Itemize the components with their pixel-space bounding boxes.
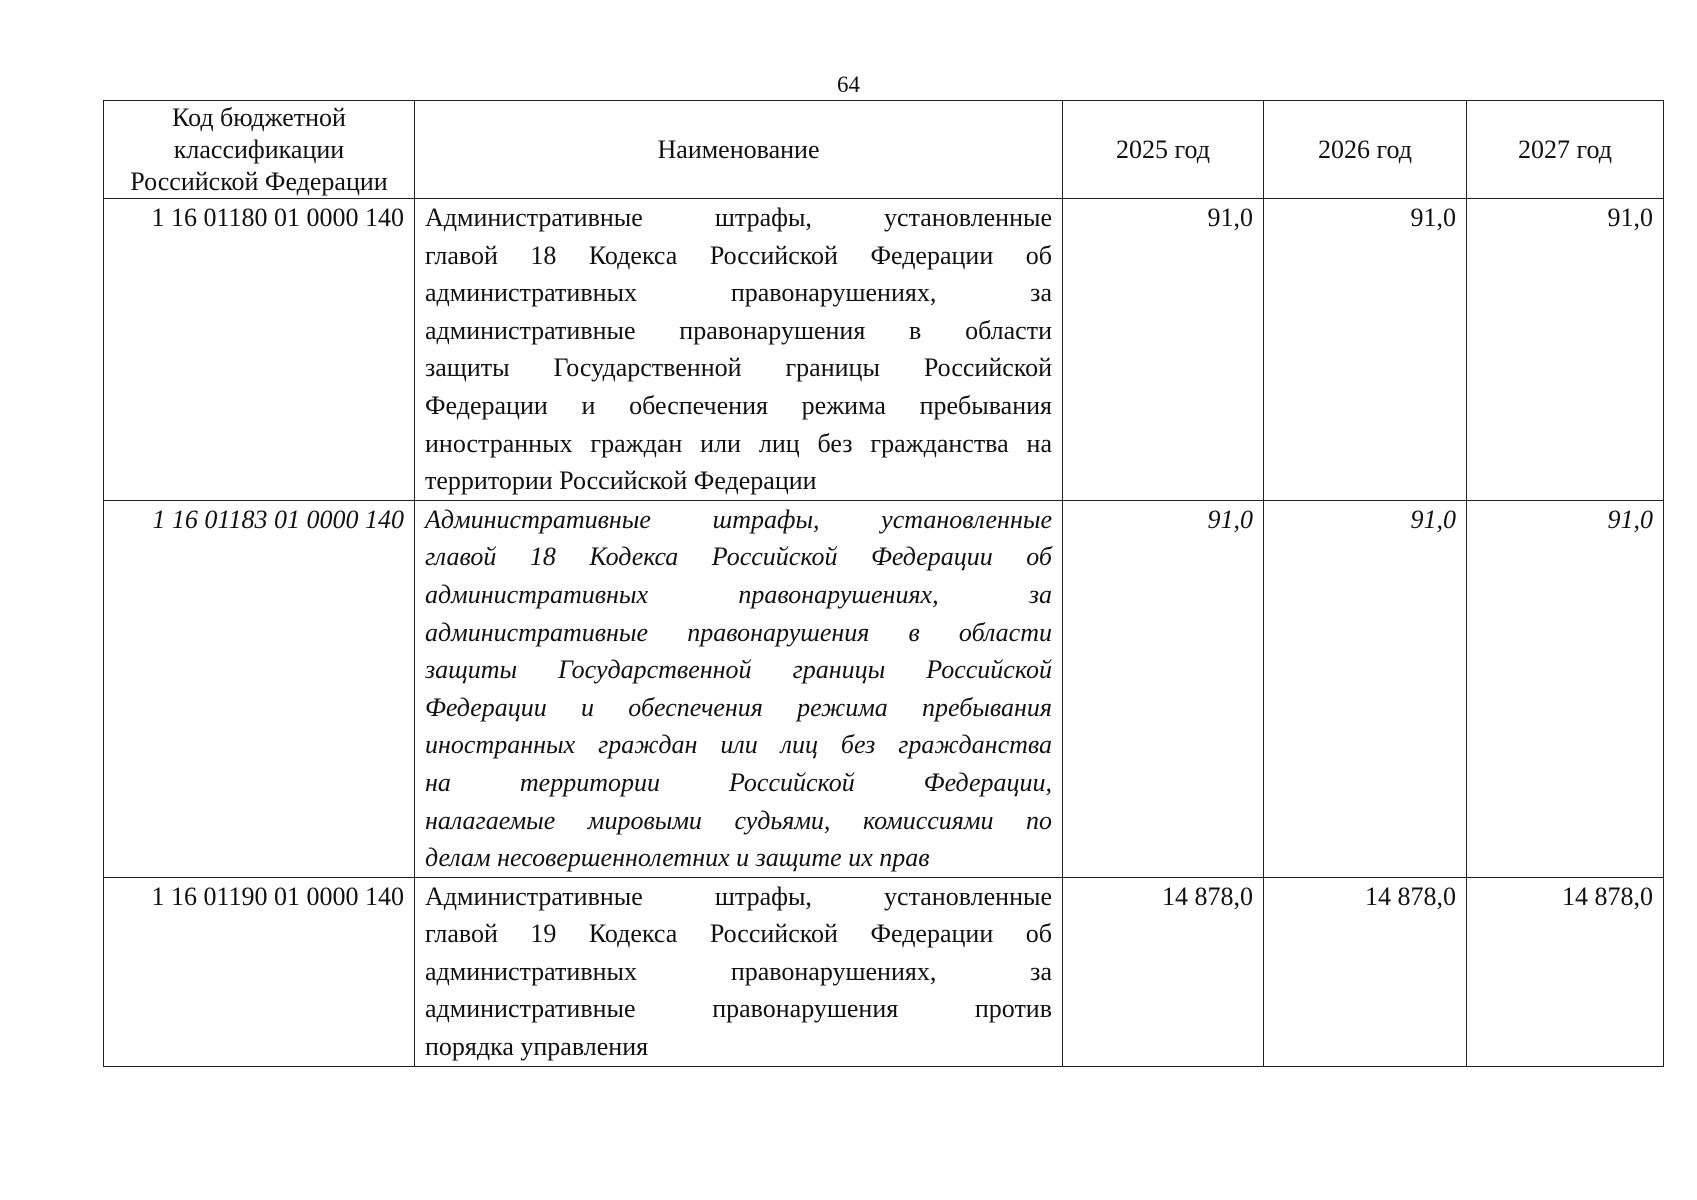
value-2025-cell: 14 878,0 bbox=[1063, 877, 1264, 1066]
item-name-line: делам несовершеннолетних и защите их прав bbox=[425, 843, 930, 873]
item-name-line: территории Российской Федерации bbox=[425, 466, 817, 496]
item-name-line: Административные штрафы, установленные bbox=[425, 881, 1052, 911]
item-name-line: защиты Государственной границы Российской bbox=[425, 353, 1052, 383]
table-row bbox=[104, 877, 1664, 1066]
item-name-line: административные правонарушения в области bbox=[425, 315, 1052, 345]
value-2026-cell: 91,0 bbox=[1264, 199, 1467, 501]
table-body bbox=[104, 199, 1664, 1067]
item-name-cell bbox=[415, 500, 1063, 877]
item-name-line: Административные штрафы, установленные bbox=[425, 504, 1052, 534]
item-name-cell bbox=[415, 877, 1063, 1066]
table-row bbox=[104, 199, 1664, 501]
item-name-line: административных правонарушениях, за bbox=[425, 278, 1052, 308]
header-2027: 2027 год bbox=[1467, 101, 1664, 199]
value-2027-cell: 14 878,0 bbox=[1467, 877, 1664, 1066]
header-code: Код бюджетной классификации Российской Федерации bbox=[104, 101, 415, 199]
header-2026: 2026 год bbox=[1264, 101, 1467, 199]
table-row bbox=[104, 500, 1664, 877]
item-name-line: Федерации и обеспечения режима пребывания bbox=[425, 692, 1052, 722]
header-2025: 2025 год bbox=[1063, 101, 1264, 199]
table-header-row bbox=[104, 101, 1664, 199]
item-name-line: административные правонарушения против bbox=[425, 994, 1052, 1024]
item-name-cell bbox=[415, 199, 1063, 501]
budget-code-cell: 1 16 01190 01 0000 140 bbox=[104, 877, 415, 1066]
item-name-line: главой 18 Кодекса Российской Федерации об bbox=[425, 240, 1052, 270]
value-2026-cell: 14 878,0 bbox=[1264, 877, 1467, 1066]
item-name-line: Федерации и обеспечения режима пребывания bbox=[425, 390, 1052, 420]
value-2027-cell: 91,0 bbox=[1467, 500, 1664, 877]
value-2026-cell: 91,0 bbox=[1264, 500, 1467, 877]
value-2025-cell: 91,0 bbox=[1063, 500, 1264, 877]
budget-code-cell: 1 16 01183 01 0000 140 bbox=[104, 500, 415, 877]
item-name-line: главой 19 Кодекса Российской Федерации об bbox=[425, 919, 1052, 949]
header-name: Наименование bbox=[415, 101, 1063, 199]
item-name-line: главой 18 Кодекса Российской Федерации об bbox=[425, 542, 1052, 572]
value-2027-cell: 91,0 bbox=[1467, 199, 1664, 501]
item-name-line: иностранных граждан или лиц без гражданства на bbox=[425, 428, 1052, 458]
item-name-line: административные правонарушения в области bbox=[425, 617, 1052, 647]
item-name-line: административных правонарушениях, за bbox=[425, 956, 1052, 986]
item-name-line: Административные штрафы, установленные bbox=[425, 203, 1052, 232]
item-name-line: иностранных граждан или лиц без гражданства bbox=[425, 730, 1052, 760]
item-name-line: порядка управления bbox=[425, 1032, 649, 1062]
budget-table bbox=[103, 100, 1664, 1067]
item-name-line: административных правонарушениях, за bbox=[425, 579, 1052, 609]
item-name-line: на территории Российской Федерации, bbox=[425, 767, 1052, 797]
value-2025-cell: 91,0 bbox=[1063, 199, 1264, 501]
page-number: 64 bbox=[837, 72, 860, 97]
item-name-line: защиты Государственной границы Российской bbox=[425, 655, 1052, 685]
item-name-line: налагаемые мировыми судьями, комиссиями по bbox=[425, 805, 1052, 835]
budget-code-cell: 1 16 01180 01 0000 140 bbox=[104, 199, 415, 501]
